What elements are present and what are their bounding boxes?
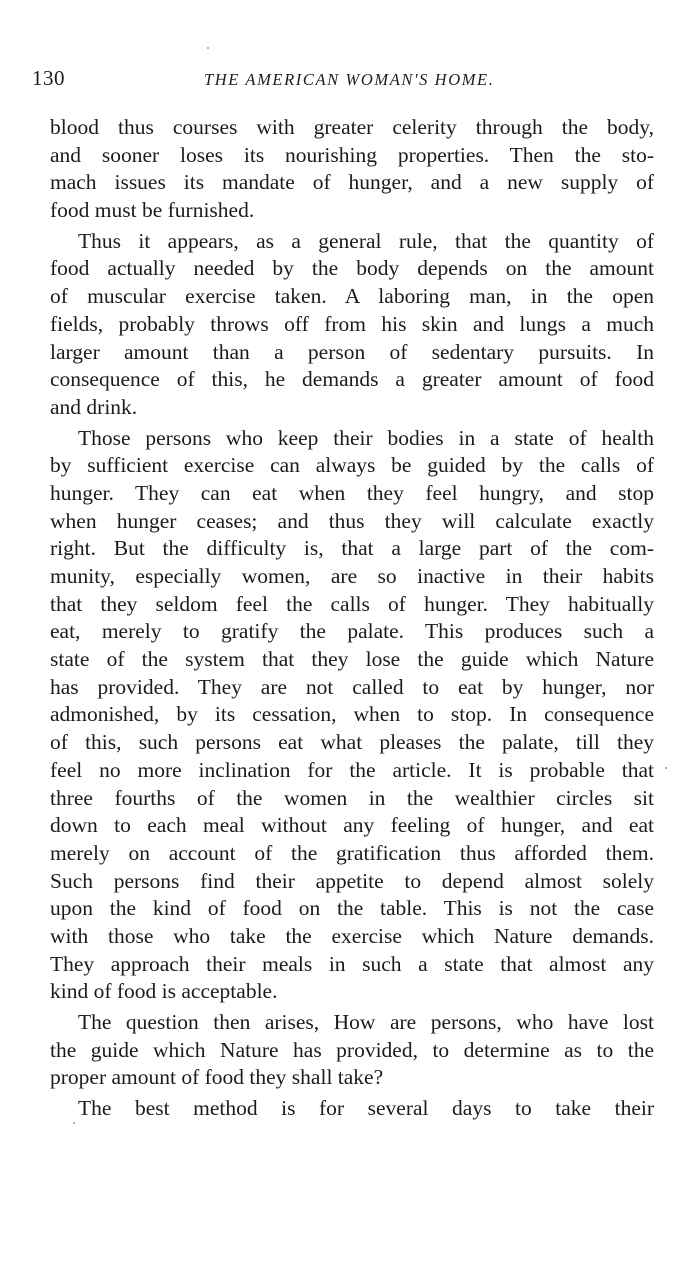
print-speck (73, 1122, 75, 1124)
text-line: by sufficient exercise can always be guided by the calls of (50, 453, 654, 478)
text-line: fields, probably throws off from his skin and lungs a much (50, 311, 654, 336)
paragraph (50, 425, 654, 1006)
text-line: Such persons find their appetite to depend almost solely (50, 868, 654, 893)
text-line: upon the kind of food on the table. This is not the case (50, 896, 654, 921)
text-line: with those who take the exercise which Nature demands. (50, 923, 654, 948)
text-line: Thus it appears, as a general rule, that the quantity of (78, 228, 654, 253)
text-line: larger amount than a person of sedentary pursuits. In (50, 339, 654, 364)
text-line: They approach their meals in such a state that almost any (50, 951, 654, 976)
text-line: three fourths of the women in the wealthier circles sit (50, 785, 654, 810)
text-line: that they seldom feel the calls of hunger. They habitually (50, 591, 654, 616)
paragraph (50, 1009, 654, 1092)
running-title: THE AMERICAN WOMAN'S HOME. (204, 70, 495, 89)
text-line: right. But the difficulty is, that a large part of the com- (50, 536, 654, 561)
running-head (32, 66, 662, 92)
text-line: food actually needed by the body depends on the amount (50, 256, 654, 281)
paragraph (50, 228, 654, 422)
text-line: merely on account of the gratification thus afforded them. (50, 840, 654, 865)
text-line: the guide which Nature has provided, to determine as to the (50, 1037, 654, 1062)
text-line: down to each meal without any feeling of hunger, and eat (50, 813, 654, 838)
text-line: blood thus courses with greater celerity through the body, (50, 115, 654, 139)
text-line: proper amount of food they shall take? (50, 1065, 384, 1090)
text-line: consequence of this, he demands a greater amount of food (50, 367, 654, 392)
page-number: 130 (32, 66, 65, 90)
text-line: kind of food is acceptable. (50, 979, 278, 1004)
text-line: Those persons who keep their bodies in a state of health (78, 425, 654, 450)
text-line: and sooner loses its nourishing properties. Then the sto- (50, 142, 654, 167)
text-line: hunger. They can eat when they feel hungry, and stop (50, 480, 654, 505)
text-line: food must be furnished. (50, 198, 255, 223)
print-speck (207, 47, 209, 49)
text-line: of this, such persons eat what pleases the palate, till they (50, 730, 654, 755)
text-line: of muscular exercise taken. A laboring man, in the open (50, 284, 654, 309)
text-line: when hunger ceases; and thus they will calculate exactly (50, 508, 654, 533)
text-line: The best method is for several days to take their (78, 1096, 654, 1121)
text-line: mach issues its mandate of hunger, and a new supply of (50, 170, 654, 195)
paragraph (50, 1095, 654, 1123)
text-line: The question then arises, How are persons, who have lost (78, 1010, 654, 1034)
body-text (50, 114, 654, 1123)
text-line: eat, merely to gratify the palate. This produces such a (50, 619, 654, 644)
text-line: feel no more inclination for the article. It is probable that (50, 757, 654, 782)
text-line: has provided. They are not called to eat by hunger, nor (50, 674, 654, 699)
text-line: admonished, by its cessation, when to stop. In consequence (50, 702, 654, 727)
text-line: state of the system that they lose the guide which Nature (50, 647, 654, 672)
text-line: and drink. (50, 394, 138, 419)
paragraph (50, 114, 654, 225)
print-speck (665, 767, 667, 769)
text-line: munity, especially women, are so inactive in their habits (50, 564, 654, 588)
